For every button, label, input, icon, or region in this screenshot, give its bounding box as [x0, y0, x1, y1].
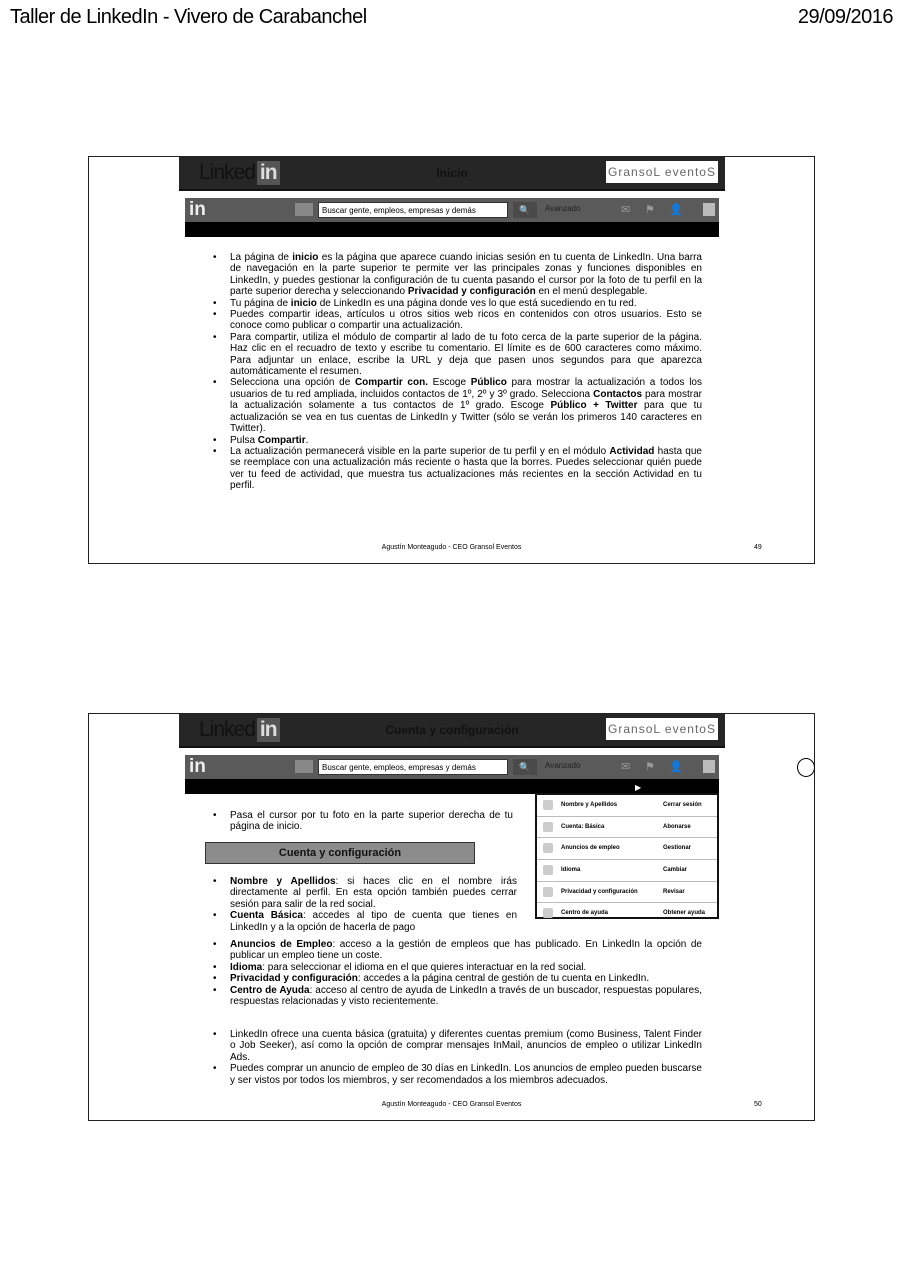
bullet-item: [213, 446, 702, 492]
lock-icon: [543, 887, 553, 897]
bullet-item: [213, 309, 702, 332]
text: : accedes al tipo de cuenta que tienes en LinkedIn y a la opción de hacerla de pago: [230, 910, 517, 933]
bullet-list: [213, 1029, 702, 1086]
dropdown-item[interactable]: [537, 817, 717, 839]
dropdown-item[interactable]: [537, 903, 717, 924]
logo-text: Linked: [199, 161, 255, 184]
bold-text: inicio: [290, 297, 317, 309]
flag-icon[interactable]: ⚑: [645, 204, 655, 216]
document-date: 29/09/2016: [797, 6, 893, 28]
text: : para seleccionar el idioma en el que quieres interactuar en la red social.: [262, 961, 587, 973]
text: Escoge: [427, 377, 471, 389]
bold-text: Contactos: [593, 388, 643, 400]
briefcase-icon: [543, 843, 553, 853]
bullet-item: [213, 332, 702, 378]
gransol-logo: GransoL eventoS: [606, 718, 718, 740]
text: : accedes a la página central de gestión de tu cuenta en LinkedIn.: [357, 973, 650, 985]
text: Pulsa: [230, 434, 258, 446]
bold-text: Actividad: [609, 445, 655, 457]
bold-text: inicio: [292, 252, 319, 263]
slide-title: Inicio: [436, 166, 468, 180]
dropdown-item-label[interactable]: Privacidad y configuración: [561, 888, 638, 895]
bold-text: Público: [470, 377, 507, 389]
dropdown-item-label[interactable]: Nombre y Apellidos: [561, 802, 618, 808]
menu-icon[interactable]: [295, 203, 313, 216]
bullet-list: [213, 876, 517, 933]
person-icon: [543, 800, 553, 810]
wide-list: [213, 939, 702, 1007]
bold-text: Compartir: [257, 434, 306, 446]
avatar-icon[interactable]: [703, 760, 715, 773]
dropdown-item-label[interactable]: Idioma: [561, 867, 581, 874]
text: de LinkedIn es una página donde ves lo que está sucediendo en tu red.: [316, 297, 637, 309]
text: hasta que se reemplace con una actualización más reciente o hasta que la borres. Puedes seleccionar quién puede ver tu feed de actividad, que muestra tus actualizaciones más recientes en la sección Actividad en tu perfil.: [230, 445, 702, 492]
bullet-item: [213, 876, 517, 910]
dropdown-item-action[interactable]: Obtener ayuda: [663, 910, 706, 917]
extra-list: [213, 1029, 702, 1086]
dropdown-item-action[interactable]: Abonarse: [663, 823, 691, 830]
logo-text: Linked: [199, 718, 255, 741]
section-label: Cuenta y configuración: [205, 842, 475, 864]
account-dropdown: [535, 793, 719, 919]
dropdown-item[interactable]: [537, 882, 717, 904]
slide-footer: Agustín Monteagudo - CEO Gransol Eventos: [381, 1101, 522, 1108]
menu-icon[interactable]: [295, 760, 313, 773]
text: Para compartir, utiliza el módulo de compartir al lado de tu foto cerca de la parte superior de la página. Haz clic en el recuadro de texto y escribe tu comentario. El límite es de 600 caracteres como máximo. Para adjuntar un enlace, escribe la URL y deja que pasen unos segundos para que aparezca automáticamente el resumen.: [230, 331, 702, 378]
dropdown-item-label[interactable]: Centro de ayuda: [561, 910, 609, 917]
text: LinkedIn ofrece una cuenta básica (gratuita) y diferentes cuentas premium (como Business, Talent Finder o Job Seeker), así como la opción de comprar mensajes InMail, anuncios de empleo o utilizar LinkedIn Ads.: [230, 1029, 702, 1063]
text: Puedes comprar un anuncio de empleo de 30 días en LinkedIn. Los anuncios de empleo pueden buscarse y ser vistos por todos los miembros, y ser recomendados a los miembros adecuados.: [230, 1063, 702, 1086]
text: : acceso al centro de ayuda de LinkedIn a través de un buscador, respuestas populares, respuestas relacionadas y visto recientemente.: [230, 984, 702, 1008]
text: es la página que aparece cuando inicias sesión en tu cuenta de LinkedIn. Una barra de navegación en la parte superior te permite ver las principales zonas y funciones disponibles en LinkedIn, y puedes gestionar la configuración de tu cuenta pasando el cursor por la foto de tu perfil en la parte superior derecha y seleccionando: [230, 252, 702, 298]
nav-subbar: [185, 222, 719, 237]
dropdown-item-label[interactable]: Cuenta: Básica: [561, 823, 605, 830]
narrow-list: [213, 876, 517, 933]
text: para mostrar la actualización a todos los usuarios de tu red ampliada, incluidos contactos de 1º, 2º y 3º grado. Selecciona: [230, 377, 702, 400]
slide-50: [88, 713, 815, 1121]
avatar-icon[interactable]: [703, 203, 715, 216]
search-button[interactable]: 🔍: [513, 202, 537, 218]
text: Tu página de: [230, 297, 291, 309]
bold-text: Idioma: [230, 961, 263, 973]
nav-logo[interactable]: in: [189, 756, 206, 777]
add-contact-icon[interactable]: 👤: [669, 761, 683, 773]
bullet-list: [213, 252, 702, 492]
linkedin-icon: [543, 822, 553, 832]
text: La página de: [230, 252, 293, 263]
avatar-highlight: [797, 758, 815, 777]
bold-text: Público + Twitter: [550, 400, 638, 412]
bullet-item: [213, 910, 517, 933]
globe-icon: [543, 865, 553, 875]
nav-logo[interactable]: in: [189, 199, 206, 220]
slide-title: Cuenta y configuración: [385, 723, 519, 737]
bullet-item: [213, 985, 702, 1008]
bullet-item: [213, 1063, 702, 1086]
text: Pasa el cursor por tu foto en la parte superior derecha de tu página de inicio.: [230, 810, 513, 833]
bullet-item: [213, 377, 702, 434]
search-input[interactable]: Buscar gente, empleos, empresas y demás: [318, 202, 508, 218]
bold-text: Nombre y Apellidos: [230, 876, 336, 887]
bold-text: Centro de Ayuda: [230, 984, 310, 996]
bullet-item: [213, 973, 702, 984]
text: .: [305, 434, 309, 446]
logo-in: in: [257, 161, 280, 185]
bold-text: Privacidad y configuración: [230, 973, 358, 985]
text: : si haces clic en el nombre irás directamente al perfil. En esta opción también puedes cerrar sesión para salir de la red social.: [230, 876, 517, 910]
text: Puedes compartir ideas, artículos u otros sitios web ricos en contenidos con otros usuarios. Esto se conoce como publicar o compartir una actualización.: [230, 309, 702, 332]
caret-icon: ▶: [635, 783, 642, 792]
bullet-item: [213, 810, 513, 833]
search-button[interactable]: 🔍: [513, 759, 537, 775]
slide-header: [179, 157, 725, 189]
bullet-list: [213, 810, 513, 833]
logo-in: in: [257, 718, 280, 742]
dropdown-item-action[interactable]: Cerrar sesión: [663, 802, 702, 808]
gransol-logo: GransoL eventoS: [606, 161, 718, 183]
text: para que tu actualización se vea en tus cuentas de LinkedIn y Twitter (sólo se verán los primeros 140 caracteres en Twitter).: [230, 400, 703, 435]
advanced-link[interactable]: Avanzado: [545, 761, 581, 770]
slide-header: [179, 714, 725, 746]
dropdown-item[interactable]: [537, 795, 717, 817]
bullet-item: [213, 252, 702, 298]
bold-text: Anuncios de Empleo: [230, 939, 333, 950]
document-title: Taller de LinkedIn - Vivero de Carabanchel: [10, 6, 367, 28]
dropdown-item-action[interactable]: Cambiar: [663, 867, 688, 874]
dropdown-item-action[interactable]: Gestionar: [663, 845, 692, 852]
add-contact-icon[interactable]: 👤: [669, 204, 683, 216]
bold-text: Privacidad y configuración: [407, 286, 536, 298]
bold-text: Cuenta Básica: [230, 910, 303, 922]
flag-icon[interactable]: ⚑: [645, 761, 655, 773]
dropdown-item-label[interactable]: Anuncios de empleo: [561, 845, 620, 852]
linkedin-navbar: [185, 198, 719, 222]
help-icon: [543, 908, 553, 918]
bullet-item: [213, 939, 702, 962]
text: : acceso a la gestión de empleos que has publicado. En LinkedIn la opción de publicar un empleo tiene un coste.: [230, 939, 702, 962]
slide-body: [213, 252, 702, 492]
slide-49: [88, 156, 815, 564]
text: Selecciona una opción de: [230, 377, 355, 389]
bullet-item: [213, 435, 702, 446]
dropdown-item[interactable]: [537, 838, 717, 860]
page-number: 49: [754, 544, 762, 551]
bullet-list: [213, 939, 702, 1007]
text: para mostrar la actualización solamente a tus contactos de 1º grado. Escoge: [230, 388, 702, 412]
bullet-item: [213, 298, 702, 309]
slide-footer: Agustín Monteagudo - CEO Gransol Eventos: [381, 544, 522, 551]
bold-text: Compartir con.: [354, 377, 428, 389]
mail-icon[interactable]: ✉: [621, 761, 631, 773]
advanced-link[interactable]: Avanzado: [545, 204, 581, 213]
page-number: 50: [754, 1101, 762, 1108]
dropdown-item[interactable]: [537, 860, 717, 882]
bullet-item: [213, 1029, 702, 1063]
text: La actualización permanecerá visible en la parte superior de tu perfil y en el módulo: [230, 445, 610, 457]
dropdown-item-action[interactable]: Revisar: [663, 888, 685, 895]
mail-icon[interactable]: ✉: [621, 204, 631, 216]
search-input[interactable]: Buscar gente, empleos, empresas y demás: [318, 759, 508, 775]
intro: [213, 810, 513, 833]
bullet-item: [213, 962, 702, 973]
text: en el menú desplegable.: [535, 286, 648, 298]
linkedin-navbar: [185, 755, 719, 779]
